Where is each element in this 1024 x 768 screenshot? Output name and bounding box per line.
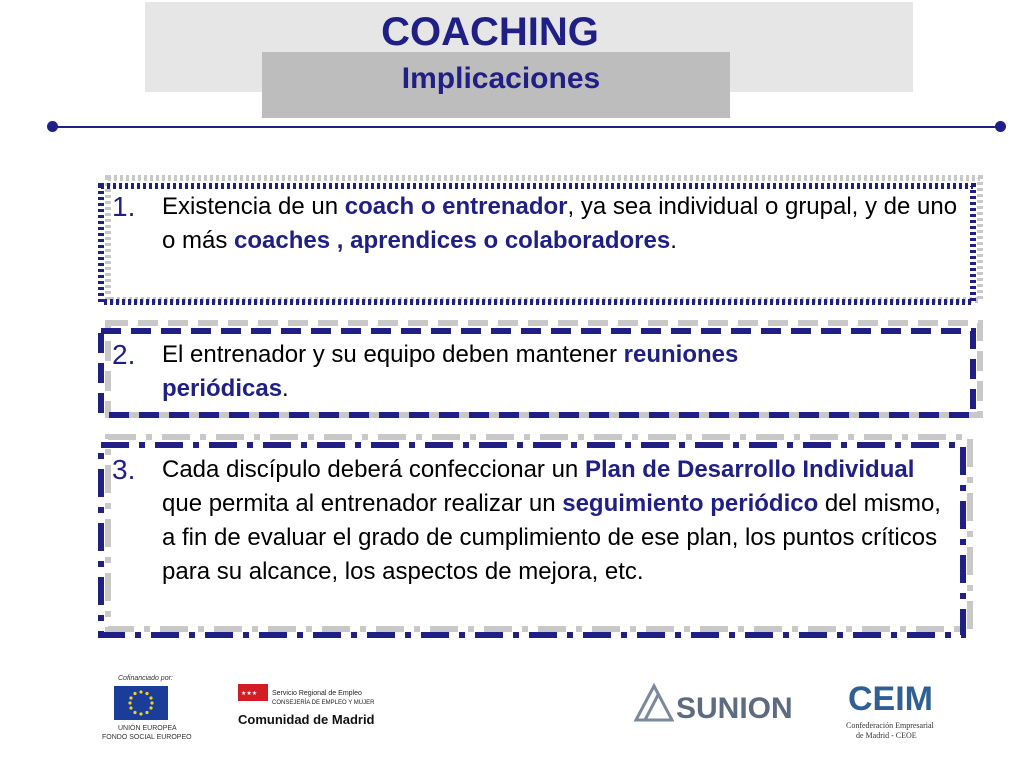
item-text — [162, 190, 962, 258]
item-text-part: El entrenador y su equipo deben mantener — [162, 341, 624, 368]
ceim-line2: de Madrid - CEOE — [856, 731, 917, 740]
item-text-part: , ya sea individual o grupal, y de uno o más — [162, 193, 958, 254]
madrid-line3: Comunidad de Madrid — [238, 712, 375, 727]
item-text-part: . — [282, 375, 289, 402]
ceim-name: CEIM — [848, 680, 933, 718]
page-subtitle: Implicaciones — [401, 62, 601, 95]
item-text — [162, 338, 852, 406]
svg-text:★★★: ★★★ — [241, 690, 258, 697]
item-text-part: del mismo, a fin de evaluar el grado de cumplimiento de ese plan, los puntos críticos para su alcance, los aspectos de mejora, etc. — [162, 490, 941, 585]
sunion-logo — [636, 686, 793, 725]
item-highlight: Plan de Desarrollo Individual — [584, 456, 915, 483]
madrid-line1: Servicio Regional de Empleo — [272, 690, 362, 697]
madrid-line2: CONSEJERÍA DE EMPLEO Y MUJER — [272, 700, 375, 706]
eu-line1: UNIÓN EUROPEA — [118, 725, 177, 732]
ceim-line1: Confederación Empresarial — [846, 721, 934, 730]
item-text-part: . — [670, 227, 677, 254]
item-highlight: reuniones periódicas — [162, 341, 739, 402]
madrid-logo — [238, 684, 375, 727]
ceim-logo — [846, 680, 935, 740]
eu-logo — [102, 675, 192, 741]
item-highlight: coaches , aprendices o colaboradores — [234, 227, 671, 254]
item-number: 2. — [112, 339, 136, 370]
item-highlight: coach o entrenador — [344, 193, 568, 220]
page-title: COACHING — [381, 10, 599, 54]
item-text-part: que permita al entrenador realizar un — [162, 490, 563, 517]
item-number: 3. — [112, 454, 136, 485]
item-highlight: seguimiento periódico — [562, 490, 819, 517]
item-text — [162, 453, 957, 589]
eu-caption: Cofinanciado por: — [118, 675, 173, 682]
item-text-part: Existencia de un — [162, 193, 345, 220]
footer-logos — [0, 670, 1024, 768]
eu-line2: FONDO SOCIAL EUROPEO — [102, 734, 192, 741]
sunion-name: SUNION — [676, 692, 793, 725]
item-text-part: Cada discípulo deberá confeccionar un — [162, 456, 585, 483]
item-number: 1. — [112, 191, 136, 222]
